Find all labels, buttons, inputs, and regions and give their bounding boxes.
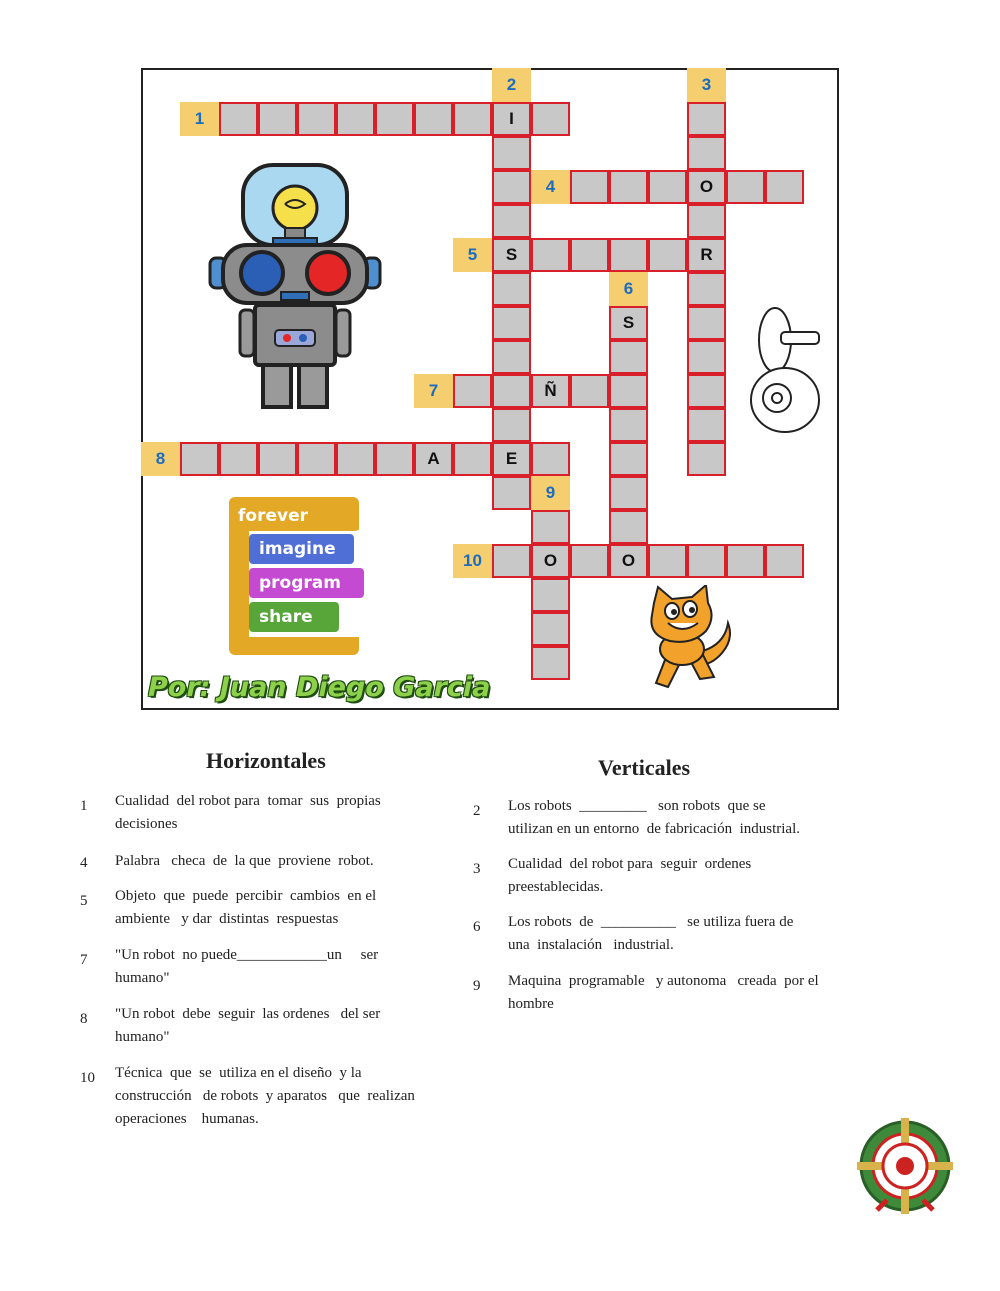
crossword-cell[interactable] — [492, 272, 531, 306]
clue-line: hombre — [508, 996, 554, 1012]
clue-text — [508, 970, 819, 1016]
crossword-cell[interactable] — [648, 544, 687, 578]
clue-text — [115, 1062, 415, 1131]
crossword-cell[interactable] — [648, 238, 687, 272]
crossword-cell[interactable] — [297, 102, 336, 136]
crossword-cell[interactable] — [609, 170, 648, 204]
crossword-cell[interactable] — [336, 102, 375, 136]
clue-item — [473, 795, 873, 845]
crossword-cell[interactable] — [726, 170, 765, 204]
clue-number: 10 — [80, 1070, 95, 1086]
crossword-cell[interactable] — [414, 102, 453, 136]
clue-line: humano" — [115, 970, 170, 986]
clue-line: Los robots de __________ se utiliza fuera de — [508, 914, 794, 930]
crossword-cell[interactable] — [687, 544, 726, 578]
crossword-cell[interactable] — [609, 238, 648, 272]
scratch-block-imagine: imagine — [249, 534, 354, 564]
scratch-block-program: program — [249, 568, 364, 598]
crossword-cell[interactable] — [492, 170, 531, 204]
clue-number-6: 6 — [609, 272, 648, 306]
clue-number-5: 5 — [453, 238, 492, 272]
crossword-cell[interactable] — [258, 102, 297, 136]
crossword-cell[interactable]: Ñ — [531, 374, 570, 408]
crossword-cell[interactable] — [375, 442, 414, 476]
crossword-cell[interactable]: S — [609, 306, 648, 340]
crossword-cell[interactable] — [531, 510, 570, 544]
gears-illustration — [745, 300, 825, 440]
crossword-cell[interactable] — [687, 102, 726, 136]
clue-item — [80, 790, 470, 840]
clue-text — [508, 853, 751, 899]
crossword-cell[interactable] — [492, 340, 531, 374]
clue-line: preestablecidas. — [508, 879, 604, 895]
crossword-cell[interactable] — [258, 442, 297, 476]
crossword-cell[interactable] — [687, 272, 726, 306]
clue-item — [473, 853, 873, 903]
clue-number: 6 — [473, 919, 481, 935]
clue-number-1: 1 — [180, 102, 219, 136]
clue-item — [80, 850, 470, 877]
clue-line: Maquina programable y autonoma creada por el — [508, 973, 819, 989]
crossword-cell[interactable] — [531, 646, 570, 680]
clue-line: Cualidad del robot para tomar sus propias — [115, 793, 381, 809]
crossword-cell[interactable] — [531, 102, 570, 136]
scratch-blocks — [229, 497, 369, 655]
clue-text — [115, 1003, 380, 1049]
clue-item — [473, 970, 873, 1020]
crossword-cell[interactable] — [453, 442, 492, 476]
crossword-cell[interactable] — [687, 374, 726, 408]
scratch-cat-illustration — [632, 585, 737, 695]
clue-text — [508, 911, 793, 957]
crossword-cell[interactable] — [570, 238, 609, 272]
clue-line: Cualidad del robot para seguir ordenes — [508, 856, 752, 872]
crossword-cell[interactable]: O — [609, 544, 648, 578]
clue-number-2: 2 — [492, 68, 531, 102]
clue-item — [80, 1003, 470, 1053]
clue-line: utilizan en un entorno de fabricación industrial. — [508, 821, 800, 837]
crossword-cell[interactable] — [297, 442, 336, 476]
scratch-block-share: share — [249, 602, 339, 632]
crossword-cell[interactable] — [492, 544, 531, 578]
crossword-cell[interactable] — [219, 442, 258, 476]
author-credit: Por: Juan Diego Garcia — [148, 672, 491, 703]
clue-line: "Un robot no puede____________un ser — [115, 947, 379, 963]
crossword-cell[interactable] — [570, 170, 609, 204]
crossword-cell[interactable] — [531, 612, 570, 646]
crossword-cell[interactable] — [570, 374, 609, 408]
clue-number: 2 — [473, 803, 481, 819]
crossword-cell[interactable]: O — [531, 544, 570, 578]
clue-line: humano" — [115, 1029, 170, 1045]
crossword-cell[interactable] — [609, 442, 648, 476]
clue-line: Palabra checa de la que proviene robot. — [115, 853, 374, 869]
crossword-cell[interactable]: E — [492, 442, 531, 476]
clue-number-10: 10 — [453, 544, 492, 578]
clue-number-9: 9 — [531, 476, 570, 510]
crossword-cell[interactable] — [687, 204, 726, 238]
clue-line: Los robots _________ son robots que se — [508, 798, 766, 814]
clue-number-3: 3 — [687, 68, 726, 102]
crossword-cell[interactable] — [648, 170, 687, 204]
crossword-cell[interactable]: A — [414, 442, 453, 476]
clue-line: Técnica que se utiliza en el diseño y la — [115, 1065, 362, 1081]
crossword-cell[interactable] — [609, 476, 648, 510]
clue-item — [80, 944, 470, 994]
clue-number: 8 — [80, 1011, 88, 1027]
crossword-cell[interactable] — [492, 136, 531, 170]
clue-number-7: 7 — [414, 374, 453, 408]
clue-number: 4 — [80, 855, 88, 871]
clue-number: 7 — [80, 952, 88, 968]
clue-text — [508, 795, 800, 841]
crossword-cell[interactable] — [492, 408, 531, 442]
crossword-cell[interactable] — [453, 102, 492, 136]
crossword-cell[interactable]: I — [492, 102, 531, 136]
horizontales-heading: Horizontales — [206, 748, 326, 773]
crossword-cell[interactable]: S — [492, 238, 531, 272]
clue-number: 3 — [473, 861, 481, 877]
scratch-block-forever: forever — [229, 501, 359, 531]
clue-number: 9 — [473, 978, 481, 994]
verticales-heading: Verticales — [598, 755, 691, 780]
clue-line: ambiente y dar distintas respuestas — [115, 911, 339, 927]
clue-line: operaciones humanas. — [115, 1111, 259, 1127]
clue-number-8: 8 — [141, 442, 180, 476]
clue-text — [115, 944, 378, 990]
clue-line: una instalación industrial. — [508, 937, 674, 953]
crossword-cell[interactable] — [609, 340, 648, 374]
crossword-cell[interactable] — [687, 306, 726, 340]
clue-line: decisiones — [115, 816, 178, 832]
clue-text — [115, 790, 381, 836]
crossword-cell[interactable] — [687, 340, 726, 374]
clue-text — [115, 885, 376, 931]
robot-illustration — [195, 160, 395, 415]
crossword-cell[interactable] — [765, 170, 804, 204]
crossword-cell[interactable] — [531, 442, 570, 476]
clue-text — [115, 850, 374, 873]
crossword-cell[interactable] — [492, 204, 531, 238]
clue-item — [80, 1062, 470, 1135]
crossword-cell[interactable] — [687, 442, 726, 476]
crossword-cell[interactable] — [219, 102, 258, 136]
crossword-cell[interactable] — [492, 476, 531, 510]
crossword-cell[interactable] — [609, 408, 648, 442]
crossword-cell[interactable] — [687, 408, 726, 442]
crossword-cell[interactable]: R — [687, 238, 726, 272]
crossword-cell[interactable] — [687, 136, 726, 170]
clue-line: construcción de robots y aparatos que realizan — [115, 1088, 415, 1104]
school-emblem-logo — [857, 1118, 953, 1214]
crossword-cell[interactable] — [570, 544, 609, 578]
clue-item — [80, 885, 470, 935]
clue-number: 1 — [80, 798, 88, 814]
clue-line: Objeto que puede percibir cambios en el — [115, 888, 377, 904]
crossword-cell[interactable] — [609, 510, 648, 544]
clue-item — [473, 911, 873, 961]
crossword-cell[interactable] — [531, 578, 570, 612]
crossword-cell[interactable] — [609, 374, 648, 408]
crossword-cell[interactable] — [492, 306, 531, 340]
clue-line: "Un robot debe seguir las ordenes del ser — [115, 1006, 381, 1022]
crossword-cell[interactable] — [531, 238, 570, 272]
crossword-cell[interactable] — [726, 544, 765, 578]
clue-number: 5 — [80, 893, 88, 909]
crossword-cell[interactable]: O — [687, 170, 726, 204]
crossword-cell[interactable] — [375, 102, 414, 136]
crossword-cell[interactable] — [453, 374, 492, 408]
crossword-cell[interactable] — [180, 442, 219, 476]
crossword-cell[interactable] — [336, 442, 375, 476]
clue-number-4: 4 — [531, 170, 570, 204]
crossword-cell[interactable] — [765, 544, 804, 578]
crossword-cell[interactable] — [492, 374, 531, 408]
